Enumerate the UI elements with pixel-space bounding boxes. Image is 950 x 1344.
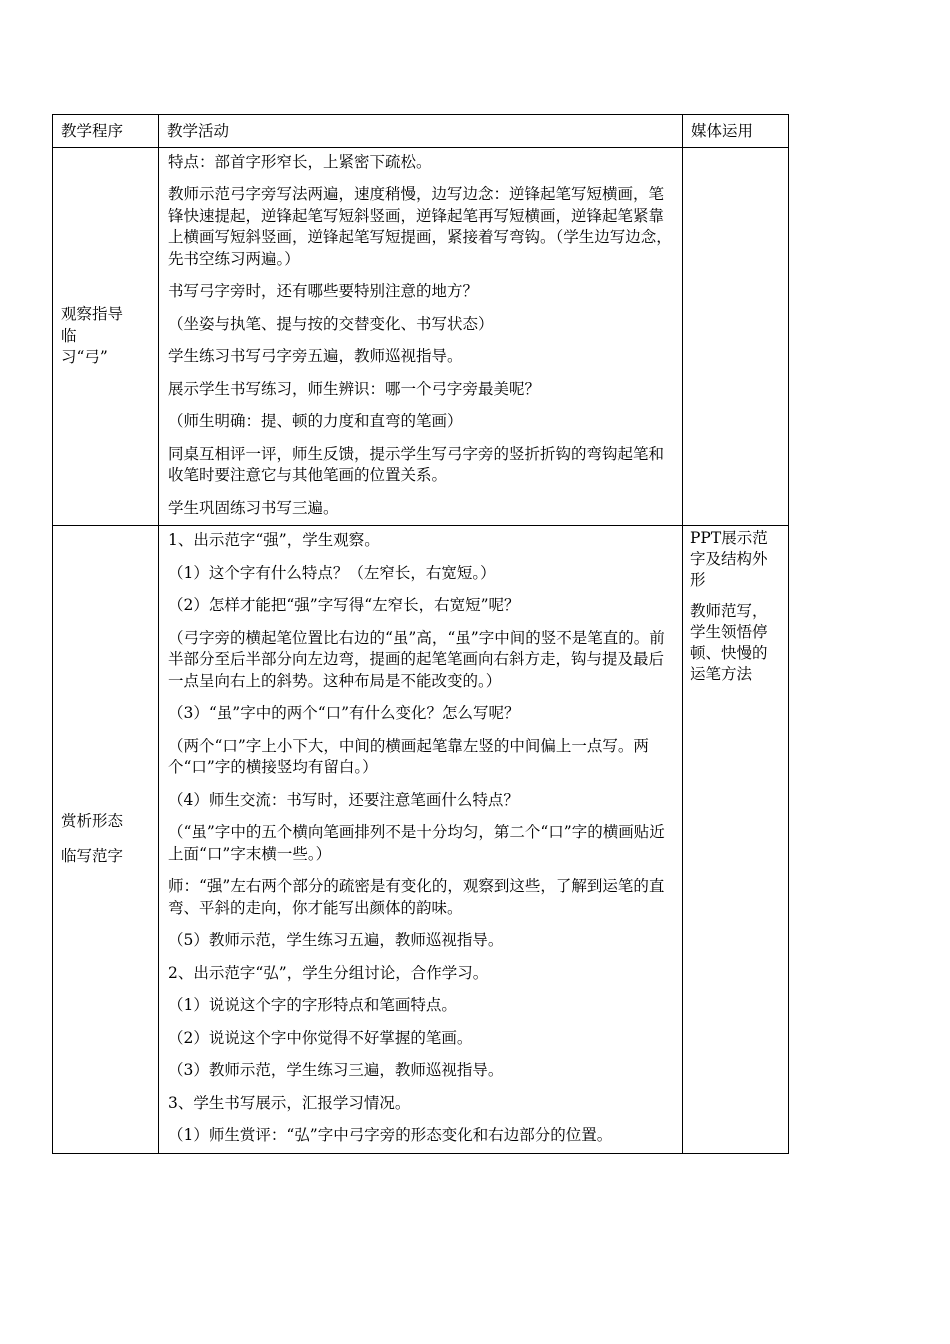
activity-paragraph: 3、学生书写展示，汇报学习情况。 [168,1093,411,1112]
header-teaching-activities: 教学活动 [159,115,683,148]
activities-cell-observe [159,147,683,526]
activity-paragraph: 学生巩固练习书写三遍。 [168,498,339,517]
media-note: PPT展示范字及结构外形 [690,529,768,589]
activity-paragraph: （1）师生赏评：“弘”字中弓字旁的形态变化和右边部分的位置。 [168,1126,613,1144]
activity-paragraph: （弓字旁的横起笔位置比右边的“虽”高，“虽”字中间的竖不是笔直的。前半部分至后半部分向左边弯，提画的起笔笔画向右斜方走，钩与提及最后一点呈向右上的斜势。这种布局是不能改变的。） [168,628,665,690]
activity-paragraph: 师：“强”左右两个部分的疏密是有变化的，观察到这些，了解到运笔的直弯、平斜的走向，你才能写出颜体的韵味。 [168,877,665,917]
activity-paragraph: （3）“虽”字中的两个“口”有什么变化？怎么写呢？ [168,704,520,722]
media-cell-observe [683,147,789,526]
activity-paragraph: 特点：部首字形窄长，上紧密下疏松。 [168,152,432,171]
stage-line: 临 [61,326,77,345]
activity-paragraph: （5）教师示范，学生练习五遍，教师巡视指导。 [168,931,504,949]
activity-paragraph: （1）说说这个字的字形特点和笔画特点。 [168,996,457,1014]
stage-line: 临写范字 [61,847,124,866]
stage-line: 习“弓” [61,348,108,366]
section-row-observe [53,147,789,526]
header-teaching-procedure: 教学程序 [53,115,159,148]
activity-paragraph: （2）说说这个字中你觉得不好掌握的笔画。 [168,1028,473,1047]
activity-paragraph: （坐姿与执笔、提与按的交替变化、书写状态） [168,314,494,333]
activity-paragraph: （4）师生交流：书写时，还要注意笔画什么特点？ [168,790,519,809]
activity-paragraph: （师生明确：提、顿的力度和直弯的笔画） [168,412,463,430]
stage-cell-appreciate [53,526,159,1154]
stage-line: 观察指导 [61,305,124,323]
media-note: 教师范写，学生领悟停顿、快慢的运笔方法 [690,602,768,683]
header-media-use: 媒体运用 [683,115,789,148]
activity-paragraph: 1、出示范字“强”，学生观察。 [168,531,380,549]
activities-cell-appreciate [159,526,683,1154]
activity-paragraph: （“虽”字中的五个横向笔画排列不是十分均匀，第二个“口”字的横画贴近上面“口”字末横一些。） [168,823,665,863]
activity-paragraph: （2）怎样才能把“强”字写得“左窄长，右宽短”呢？ [168,596,520,614]
header-row [53,115,789,148]
activity-paragraph: 学生练习书写弓字旁五遍，教师巡视指导。 [168,347,463,365]
activity-paragraph: 书写弓字旁时，还有哪些要特别注意的地方？ [168,282,479,300]
activity-paragraph: 2、出示范字“弘”，学生分组讨论，合作学习。 [168,963,489,982]
activity-paragraph: （3）教师示范，学生练习三遍，教师巡视指导。 [168,1061,504,1079]
section-row-appreciate [53,526,789,1154]
activity-paragraph: 同桌互相评一评，师生反馈，提示学生写弓字旁的竖折折钩的弯钩起笔和收笔时要注意它与其他笔画的位置关系。 [168,444,665,484]
lesson-plan-table [52,114,789,1154]
media-cell-appreciate [683,526,789,1154]
stage-line-spacer [61,832,150,846]
stage-line: 赏析形态 [61,811,124,830]
stage-cell-observe [53,147,159,526]
activity-paragraph: 展示学生书写练习，师生辨识：哪一个弓字旁最美呢？ [168,379,541,398]
activity-paragraph: 教师示范弓字旁写法两遍，速度稍慢，边写边念：逆锋起笔写短横画，笔锋快速提起，逆锋起笔写短斜竖画，逆锋起笔再写短横画，逆锋起笔紧靠上横画写短斜竖画，逆锋起笔写短提画，紧接着写弯钩。（学生边写边念，先书空练习两遍。） [168,185,672,268]
activity-paragraph: （1）这个字有什么特点？（左窄长，右宽短。） [168,563,496,582]
activity-paragraph: （两个“口”字上小下大，中间的横画起笔靠左竖的中间偏上一点写。两个“口”字的横接竖均有留白。） [168,736,649,776]
